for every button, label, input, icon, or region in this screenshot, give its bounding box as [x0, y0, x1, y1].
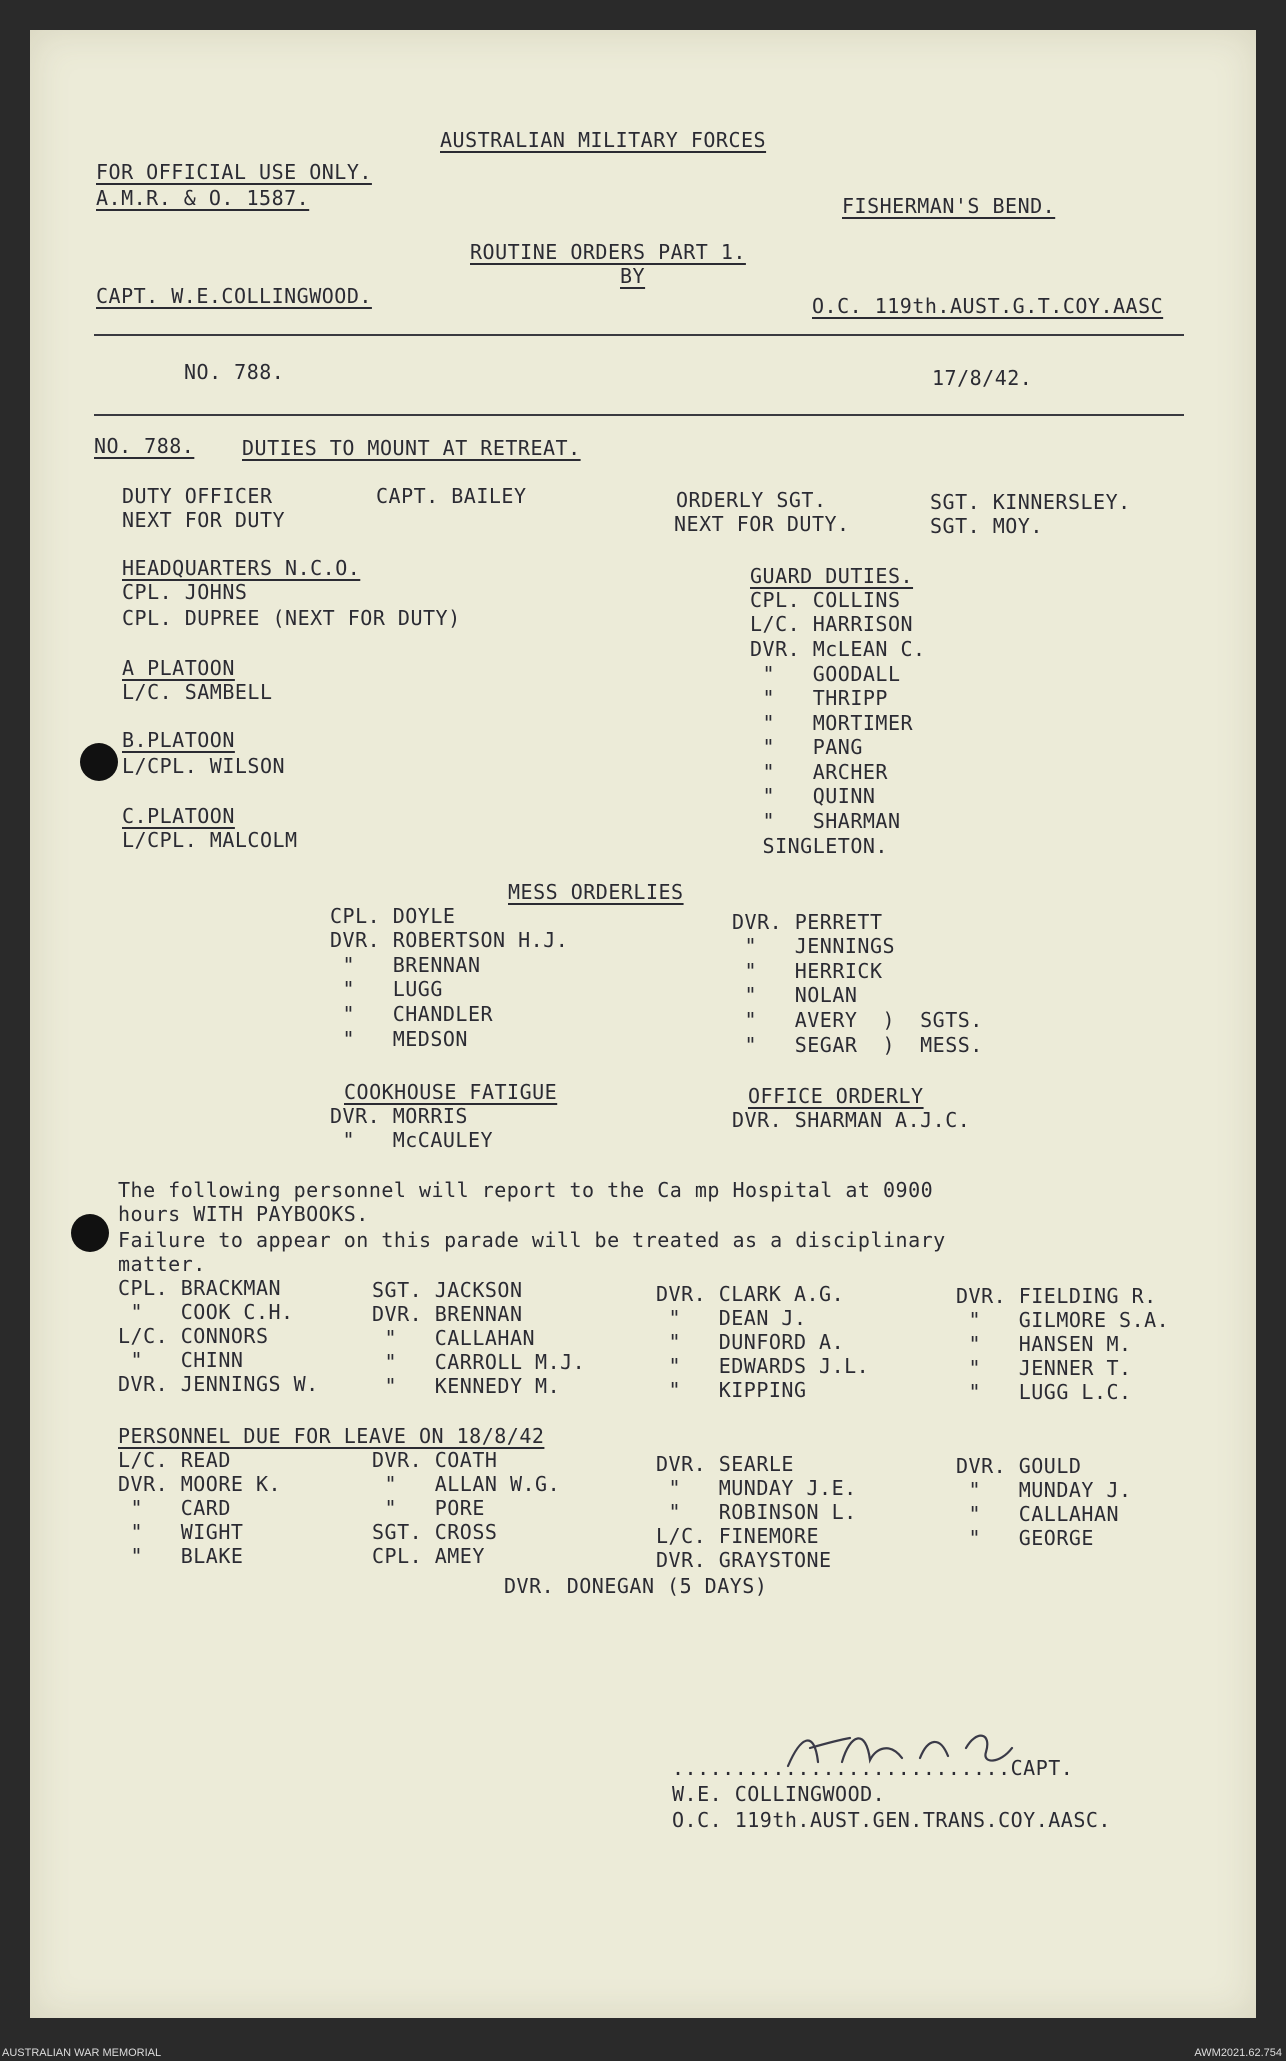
- c-platoon-title: C.PLATOON: [122, 804, 235, 828]
- hospital-col1: " CHINN: [118, 1348, 244, 1372]
- leave-col4: " GEORGE: [956, 1526, 1094, 1550]
- leave-col3: DVR. GRAYSTONE: [656, 1548, 832, 1572]
- hospital-col3: " KIPPING: [656, 1378, 807, 1402]
- hospital-line: The following personnel will report to the Ca mp Hospital at 0900: [118, 1178, 934, 1202]
- leave-col4: " MUNDAY J.: [956, 1478, 1132, 1502]
- mess-title: MESS ORDERLIES: [508, 880, 684, 904]
- hospital-col2: " CARROLL M.J.: [372, 1350, 586, 1374]
- leave-col2: DVR. COATH: [372, 1448, 498, 1472]
- hospital-col2: " CALLAHAN: [372, 1326, 536, 1350]
- a-platoon-name: L/C. SAMBELL: [122, 680, 273, 704]
- punch-hole: [71, 1214, 109, 1252]
- section-heading: DUTIES TO MOUNT AT RETREAT.: [242, 436, 581, 460]
- duty-officer: CAPT. BAILEY: [376, 484, 527, 508]
- office-line: DVR. SHARMAN A.J.C.: [732, 1108, 971, 1132]
- capt-name: CAPT. W.E.COLLINGWOOD.: [96, 284, 372, 308]
- leave-col3: L/C. FINEMORE: [656, 1524, 820, 1548]
- leave-col2: " ALLAN W.G.: [372, 1472, 561, 1496]
- official-use: FOR OFFICIAL USE ONLY.: [96, 160, 372, 184]
- header-rule-bottom: [94, 414, 1184, 416]
- hospital-col3: " DEAN J.: [656, 1306, 807, 1330]
- cookhouse-line: DVR. MORRIS: [330, 1104, 468, 1128]
- office-title: OFFICE ORDERLY: [748, 1084, 924, 1108]
- guard-line: " ARCHER: [750, 760, 888, 784]
- hospital-col3: " DUNFORD A.: [656, 1330, 845, 1354]
- orderly-sgt-label: ORDERLY SGT.: [676, 488, 827, 512]
- hospital-col4: " LUGG L.C.: [956, 1380, 1132, 1404]
- guard-title: GUARD DUTIES.: [750, 564, 914, 588]
- hospital-col4: " GILMORE S.A.: [956, 1308, 1170, 1332]
- hq-line-1: CPL. JOHNS: [122, 580, 248, 604]
- hospital-col1: CPL. BRACKMAN: [118, 1276, 282, 1300]
- hospital-col1: " COOK C.H.: [118, 1300, 294, 1324]
- mess-left-line: " CHANDLER: [330, 1002, 494, 1026]
- mess-right-line: " JENNINGS: [732, 934, 896, 958]
- c-platoon-name: L/CPL. MALCOLM: [122, 828, 298, 852]
- order-date: 17/8/42.: [932, 366, 1033, 390]
- guard-line: SINGLETON.: [750, 834, 888, 858]
- b-platoon-title: B.PLATOON: [122, 728, 235, 752]
- order-number: NO. 788.: [184, 360, 285, 384]
- mess-right-line: DVR. PERRETT: [732, 910, 883, 934]
- footer-right: AWM2021.62.754: [1194, 2047, 1282, 2059]
- doc-title: AUSTRALIAN MILITARY FORCES: [440, 128, 767, 152]
- guard-line: " THRIPP: [750, 686, 888, 710]
- leave-col2: CPL. AMEY: [372, 1544, 485, 1568]
- leave-col1: " BLAKE: [118, 1544, 244, 1568]
- guard-line: " GOODALL: [750, 662, 901, 686]
- next-sgt: SGT. MOY.: [930, 514, 1043, 538]
- a-platoon-title: A PLATOON: [122, 656, 235, 680]
- leave-col3: DVR. SEARLE: [656, 1452, 794, 1476]
- duty-officer-label: DUTY OFFICER: [122, 484, 273, 508]
- hospital-col4: " JENNER T.: [956, 1356, 1132, 1380]
- cookhouse-title: COOKHOUSE FATIGUE: [344, 1080, 558, 1104]
- mess-left-line: CPL. DOYLE: [330, 904, 456, 928]
- footer-left: AUSTRALIAN WAR MEMORIAL: [2, 2047, 162, 2059]
- mess-left-line: DVR. ROBERTSON H.J.: [330, 928, 569, 952]
- hospital-col2: DVR. BRENNAN: [372, 1302, 523, 1326]
- leave-col1: " CARD: [118, 1496, 231, 1520]
- hospital-col3: DVR. CLARK A.G.: [656, 1282, 845, 1306]
- next-for-duty-label: NEXT FOR DUTY: [122, 508, 286, 532]
- hospital-col4: DVR. FIELDING R.: [956, 1284, 1157, 1308]
- next-for-duty-label-2: NEXT FOR DUTY.: [674, 512, 850, 536]
- b-platoon-name: L/CPL. WILSON: [122, 754, 286, 778]
- punch-hole: [80, 743, 118, 781]
- guard-line: L/C. HARRISON: [750, 612, 914, 636]
- oc-unit: O.C. 119th.AUST.G.T.COY.AASC: [812, 294, 1164, 318]
- cookhouse-line: " McCAULEY: [330, 1128, 494, 1152]
- mess-right-line: " HERRICK: [732, 959, 883, 983]
- signature-line: ...........................CAPT.: [672, 1756, 1074, 1780]
- signature-name: W.E. COLLINGWOOD.: [672, 1782, 886, 1806]
- hospital-col1: DVR. JENNINGS W.: [118, 1372, 319, 1396]
- leave-col3: " ROBINSON L.: [656, 1500, 857, 1524]
- mess-right-line: " AVERY ) SGTS.: [732, 1008, 983, 1032]
- leave-title: PERSONNEL DUE FOR LEAVE ON 18/8/42: [118, 1424, 545, 1448]
- location: FISHERMAN'S BEND.: [842, 194, 1056, 218]
- hospital-col1: L/C. CONNORS: [118, 1324, 269, 1348]
- orders-title: ROUTINE ORDERS PART 1.: [470, 240, 746, 264]
- leave-col4: DVR. GOULD: [956, 1454, 1082, 1478]
- guard-line: DVR. McLEAN C.: [750, 637, 926, 661]
- mess-left-line: " BRENNAN: [330, 953, 481, 977]
- leave-col2: SGT. CROSS: [372, 1520, 498, 1544]
- mess-right-line: " SEGAR ) MESS.: [732, 1033, 983, 1057]
- amr-ref: A.M.R. & O. 1587.: [96, 186, 310, 210]
- mess-right-line: " NOLAN: [732, 983, 858, 1007]
- guard-line: CPL. COLLINS: [750, 588, 901, 612]
- orders-by: BY: [620, 264, 646, 288]
- guard-line: " SHARMAN: [750, 809, 901, 833]
- leave-col1: L/C. READ: [118, 1448, 231, 1472]
- signature-title: O.C. 119th.AUST.GEN.TRANS.COY.AASC.: [672, 1808, 1111, 1832]
- leave-col1: " WIGHT: [118, 1520, 244, 1544]
- leave-col4: " CALLAHAN: [956, 1502, 1120, 1526]
- hospital-col2: " KENNEDY M.: [372, 1374, 561, 1398]
- hq-line-2: CPL. DUPREE (NEXT FOR DUTY): [122, 606, 461, 630]
- leave-col3: " MUNDAY J.E.: [656, 1476, 857, 1500]
- guard-line: " MORTIMER: [750, 711, 914, 735]
- hospital-col4: " HANSEN M.: [956, 1332, 1132, 1356]
- mess-left-line: " MEDSON: [330, 1027, 468, 1051]
- hq-title: HEADQUARTERS N.C.O.: [122, 556, 361, 580]
- hospital-line: hours WITH PAYBOOKS.: [118, 1202, 369, 1226]
- document-page: [30, 30, 1256, 2018]
- hospital-line: Failure to appear on this parade will be treated as a disciplinary: [118, 1228, 946, 1252]
- leave-col2: " PORE: [372, 1496, 485, 1520]
- guard-line: " PANG: [750, 735, 863, 759]
- orderly-sgt: SGT. KINNERSLEY.: [930, 490, 1131, 514]
- mess-left-line: " LUGG: [330, 977, 443, 1001]
- leave-last: DVR. DONEGAN (5 DAYS): [504, 1574, 768, 1598]
- header-rule-top: [94, 334, 1184, 336]
- hospital-line: matter.: [118, 1252, 206, 1276]
- hospital-col3: " EDWARDS J.L.: [656, 1354, 870, 1378]
- section-number: NO. 788.: [94, 434, 195, 458]
- leave-col1: DVR. MOORE K.: [118, 1472, 282, 1496]
- guard-line: " QUINN: [750, 784, 876, 808]
- hospital-col2: SGT. JACKSON: [372, 1278, 523, 1302]
